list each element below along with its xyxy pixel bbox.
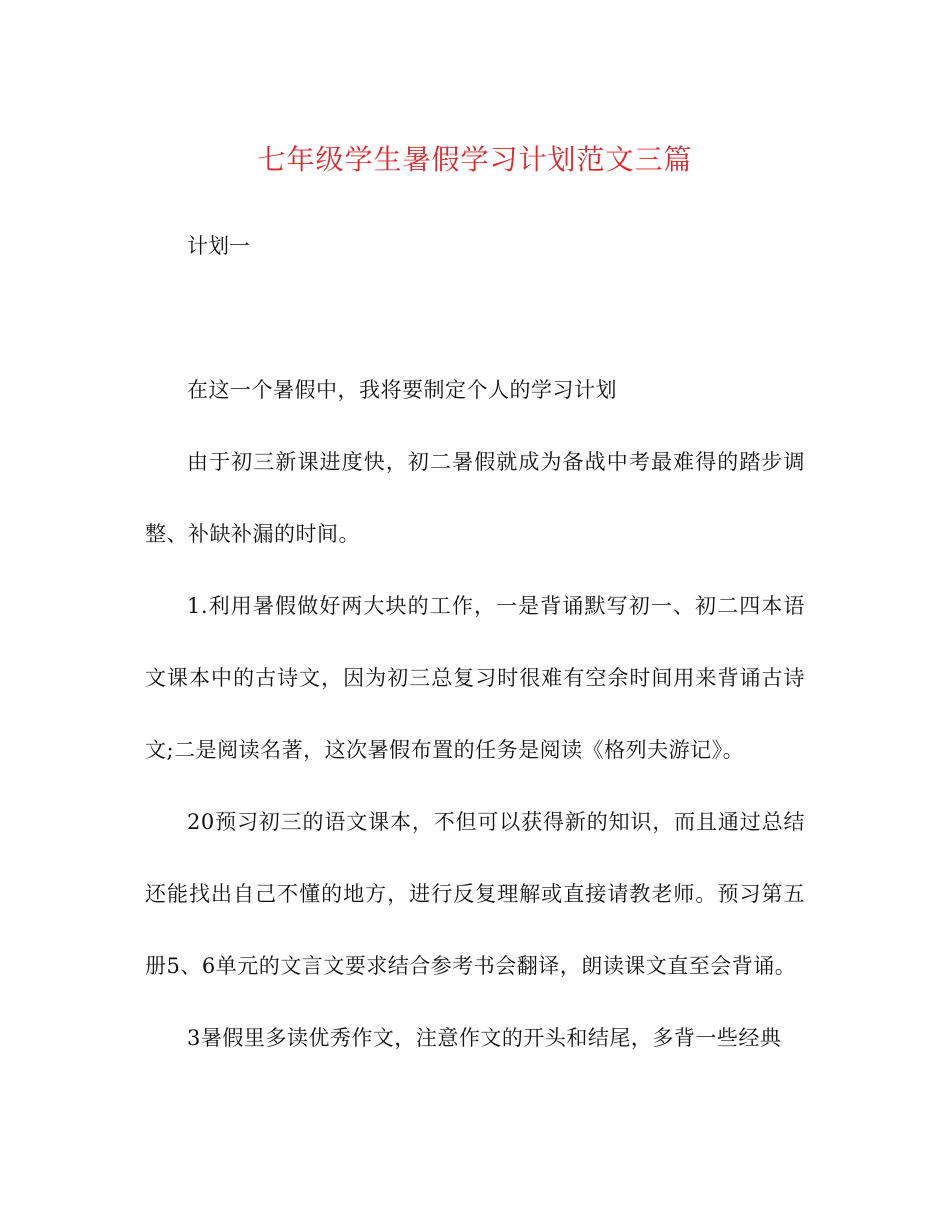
paragraph-2: 由于初三新课进度快，初二暑假就成为备战中考最难得的踏步调整、补缺补漏的时间。 (145, 450, 805, 546)
paragraph-1: 在这一个暑假中，我将要制定个人的学习计划 (187, 378, 617, 402)
paragraph-4: 20预习初三的语文课本，不但可以获得新的知识，而且通过总结还能找出自己不懂的地方，进行反复理解或直接请教老师。预习第五册5、6单元的文言文要求结合参考书会翻译，朗读课文直至会背诵。 (145, 810, 805, 978)
section-heading: 计划一 (187, 234, 250, 258)
paragraph-3: 1.利用暑假做好两大块的工作，一是背诵默写初一、初二四本语文课本中的古诗文，因为初三总复习时很难有空余时间用来背诵古诗文;二是阅读名著，这次暑假布置的任务是阅读《格列夫游记》。 (145, 594, 805, 762)
document-title: 七年级学生暑假学习计划范文三篇 (257, 143, 693, 176)
document-body (145, 354, 805, 1074)
paragraph-5: 3暑假里多读优秀作文，注意作文的开头和结尾，多背一些经典 (187, 1026, 782, 1050)
